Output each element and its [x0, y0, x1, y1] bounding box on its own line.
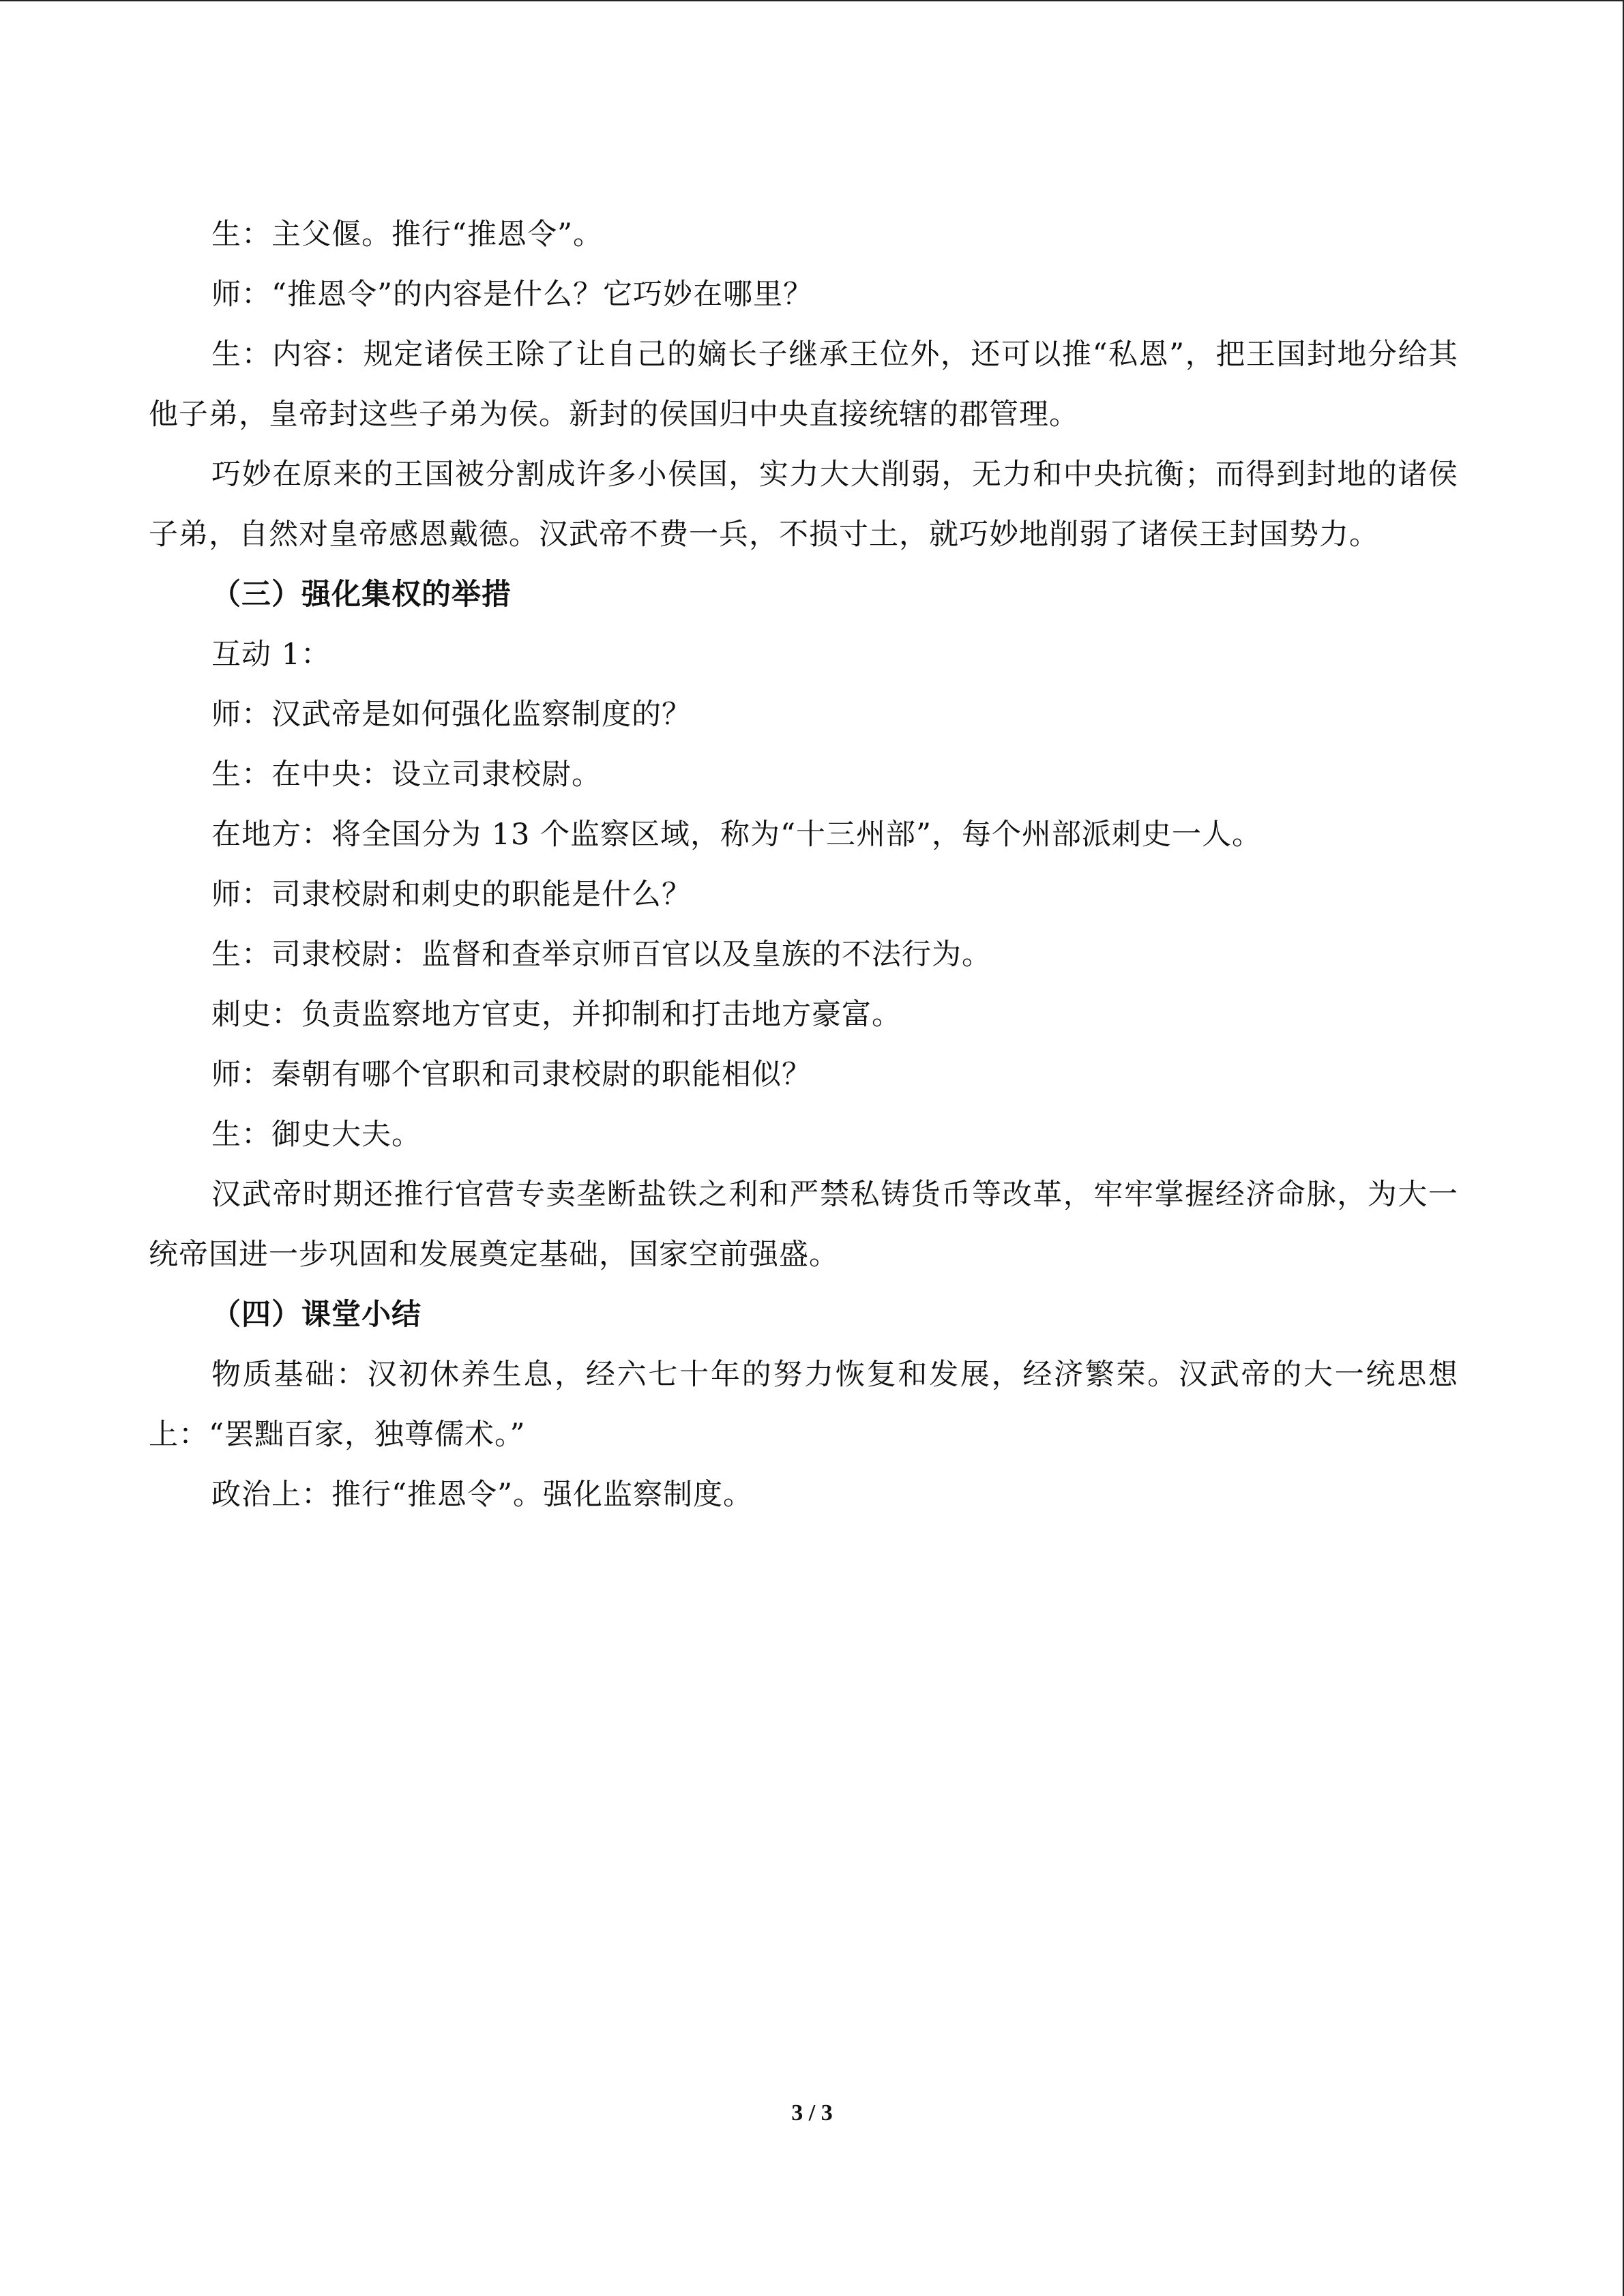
- page-border-top: [0, 0, 1624, 1]
- paragraph-1: 生：主父偃。推行“推恩令”。: [211, 218, 603, 252]
- paragraph-2: 师：“推恩令”的内容是什么？它巧妙在哪里？: [211, 278, 813, 312]
- document-body: [149, 205, 1458, 1525]
- paragraph-5: 互动 1：: [211, 638, 331, 672]
- paragraph-13: 生：御史大夫。: [211, 1118, 422, 1152]
- section-heading-4: （四）课堂小结: [211, 1298, 422, 1332]
- page-number: 3 / 3: [791, 2100, 833, 2126]
- paragraph-15: 物质基础：汉初休养生息，经六七十年的努力恢复和发展，经济繁荣。汉武帝的大一统思想上：“罢黜百家，独尊儒术。”: [149, 1358, 1458, 1452]
- paragraph-14: 汉武帝时期还推行官营专卖垄断盐铁之利和严禁私铸货币等改革，牢牢掌握经济命脉，为大一统帝国进一步巩固和发展奠定基础，国家空前强盛。: [149, 1178, 1458, 1272]
- section-heading-3: （三）强化集权的举措: [211, 578, 512, 612]
- paragraph-10: 生：司隶校尉：监督和查举京师百官以及皇族的不法行为。: [211, 938, 992, 972]
- paragraph-8: 在地方：将全国分为 13 个监察区域，称为“十三州部”，每个州部派刺史一人。: [211, 818, 1263, 852]
- paragraph-11: 刺史：负责监察地方官吏，并抑制和打击地方豪富。: [211, 998, 902, 1032]
- paragraph-7: 生：在中央：设立司隶校尉。: [211, 758, 602, 792]
- paragraph-4: 巧妙在原来的王国被分割成许多小侯国，实力大大削弱，无力和中央抗衡；而得到封地的诸侯子弟，自然对皇帝感恩戴德。汉武帝不费一兵，不损寸土，就巧妙地削弱了诸侯王封国势力。: [149, 458, 1458, 552]
- paragraph-9: 师：司隶校尉和刺史的职能是什么？: [211, 878, 692, 912]
- paragraph-6: 师：汉武帝是如何强化监察制度的？: [211, 698, 692, 732]
- paragraph-16: 政治上：推行“推恩令”。强化监察制度。: [211, 1478, 753, 1512]
- paragraph-3: 生：内容：规定诸侯王除了让自己的嫡长子继承王位外，还可以推“私恩”，把王国封地分给其他子弟，皇帝封这些子弟为侯。新封的侯国归中央直接统辖的郡管理。: [149, 338, 1458, 432]
- paragraph-12: 师：秦朝有哪个官职和司隶校尉的职能相似？: [211, 1058, 812, 1092]
